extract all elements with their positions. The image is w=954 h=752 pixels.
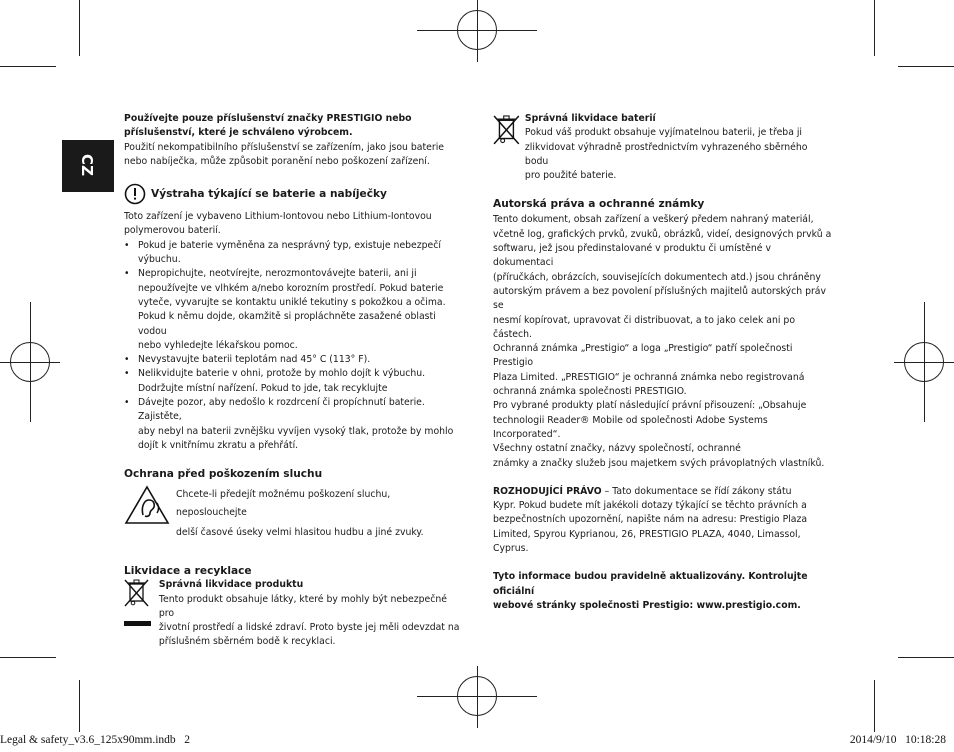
governing-law-text: bezpečnostních upozornění, napište nám na adresu: Prestigio Plaza [493,514,808,526]
copyright-text: známky a značky služeb jsou majetkem svých právoplatných vlastníků. [493,457,825,469]
copyright-title: Autorská práva a ochranné známky [493,198,705,211]
print-slug-timestamp: 2014/9/10 10:18:28 [849,734,946,746]
hearing-section [124,467,464,542]
copyright-text: Plaza Limited. „PRESTIGIO“ je ochranná známka nebo registrovaná [493,371,805,383]
copyright-text: Pro vybrané produkty platí následující právní přisouzení: „Obsahuje [493,400,807,412]
battery-disposal-section [493,112,833,183]
battery-warning-intro: Toto zařízení je vybaveno Lithium-Iontovou nebo Lithium-Iontovou [124,211,432,223]
left-column [124,112,464,650]
update-note-section [493,570,833,613]
language-tab-label: CZ [77,154,96,176]
list-item: • Nelikvidujte baterie v ohni, protože by mohlo dojít k výbuchu. Dodržujte místní nařízení. Pokud to jde, tak recyklujte [138,367,464,396]
product-disposal-text: životní prostředí a lidské zdraví. Proto byste jej měli odevzdat na [158,622,460,634]
update-note-text: Tyto informace budou pravidelně aktualizovány. Kontrolujte oficiální [493,571,808,597]
battery-disposal-text: Pokud váš produkt obsahuje vyjímatelnou baterii, je třeba ji [524,127,803,139]
governing-law-text: Kypr. Pokud budete mít jakékoli dotazy týkající se těchto právních a [493,500,807,512]
crop-mark [0,66,56,67]
copyright-text: autorským právem a bez povolení příslušných majitelů autorských práv se [493,285,826,312]
copyright-text: Všechny ostatní značky, názvy společností, ochranné [493,443,741,455]
crossed-bin-icon [124,578,150,610]
copyright-section [493,197,833,470]
right-column [493,112,833,613]
product-disposal-subtitle: Správná likvidace produktu [158,579,304,591]
language-tab [62,140,114,192]
disposal-title: Likvidace a recyklace [124,565,252,578]
list-item: • Nepropichujte, neotvírejte, nerozmontovávejte baterii, ani ji nepoužívejte ve vlhkém a/nebo korozním prostředí. Pokud baterie vyteče, vyvarujte se kontaktu uniklé tekutiny s pokožkou a očima. Pokud k němu dojde, okamžitě si propláchněte zasažené oblasti vodou nebo vyhledejte lékařskou pomoc. [138,267,464,353]
copyright-text: technologii Reader® Mobile od společnosti Adobe Systems Incorporated“. [493,414,768,440]
copyright-text: Ochranná známka „Prestigio“ a loga „Prestigio“ patří společnosti Prestigio [493,343,793,369]
battery-warning-intro: polymerovou baterií. [124,225,221,237]
copyright-text: nesmí kopírovat, upravovat či distribuovat, a to jako celek ani po částech. [493,314,796,340]
copyright-text: včetně log, grafických prvků, zvuků, obrázků, videí, designových prvků a [493,228,832,240]
hearing-warning-icon [124,485,170,525]
copyright-text: ochranná známka společnosti PRESTIGIO. [493,386,687,398]
product-disposal-text: příslušném sběrném bodě k recyklaci. [158,636,336,648]
copyright-text: Tento dokument, obsah zařízení a veškerý předem nahraný materiál, [493,214,814,226]
copyright-text: (příručkách, obrázcích, souvisejících dokumentech atd.) jsou chráněny [493,271,821,283]
crop-mark [874,0,875,56]
crop-mark [0,657,56,658]
update-note-text: webové stránky společnosti Prestigio: www.prestigio.com. [493,599,801,611]
list-item: • Pokud je baterie vyměněna za nesprávný typ, existuje nebezpečí výbuchu. [138,239,464,268]
crop-mark [874,680,875,732]
hearing-text: Chcete-li předejít možnému poškození sluchu, neposlouchejte [176,489,391,519]
accessories-text: Použití nekompatibilního příslušenství se zařízením, jako jsou baterie [124,141,444,153]
accessories-heading: Používejte pouze příslušenství značky PRESTIGIO nebo [124,113,412,124]
copyright-text: softwaru, jež jsou předinstalované v produktu či umístěné v dokumentaci [493,243,771,269]
battery-warning-section [124,182,464,453]
warning-icon [124,183,146,205]
bin-bar [124,621,151,626]
governing-law-text: ROZHODUJÍCÍ PRÁVO – Tato dokumentace se řídí zákony státu [493,485,792,497]
accessories-text: nebo nabíječka, může způsobit poranění nebo poškození zařízení. [124,155,430,167]
crop-mark [79,0,80,56]
accessories-heading: příslušenství, které je schváleno výrobcem. [124,127,353,139]
print-slug-file: Legal & safety_v3.6_125x90mm.indb 2 [0,734,191,746]
list-item: • Dávejte pozor, aby nedošlo k rozdrcení či propíchnutí baterie. Zajistěte, aby nebyl na baterii zvnějšku vyvíjen vysoký tlak, protože by mohlo dojít k vnitřnímu zkratu a přehřátí. [138,396,464,453]
hearing-title: Ochrana před poškozením sluchu [124,468,323,481]
crop-mark [898,66,954,67]
disposal-section [124,564,464,649]
hearing-text: delší časové úseky velmi hlasitou hudbu a jiné zvuky. [176,527,424,539]
accessories-section [124,112,464,169]
governing-law-section [493,485,833,556]
crop-mark [898,657,954,658]
battery-disposal-subtitle: Správná likvidace baterií [524,113,656,124]
crop-mark [79,680,80,732]
crossed-bin-icon [493,113,521,149]
list-item: • Nevystavujte baterii teplotám nad 45° C (113° F). [138,353,464,367]
battery-warning-title: Výstraha týkající se baterie a nabíječky [151,188,387,201]
governing-law-text: Limited, Spyrou Kyprianou, 26, PRESTIGIO PLAZA, 4040, Limassol, Cyprus. [493,528,801,555]
product-disposal-text: Tento produkt obsahuje látky, které by mohly být nebezpečné pro [158,593,447,619]
battery-disposal-text: zlikvidovat výhradně prostřednictvím vyhrazeného sběrného bodu [524,141,808,167]
battery-disposal-text: pro použité baterie. [524,170,617,182]
battery-warning-list [124,239,464,453]
governing-law-label: ROZHODUJÍCÍ PRÁVO [493,485,602,497]
